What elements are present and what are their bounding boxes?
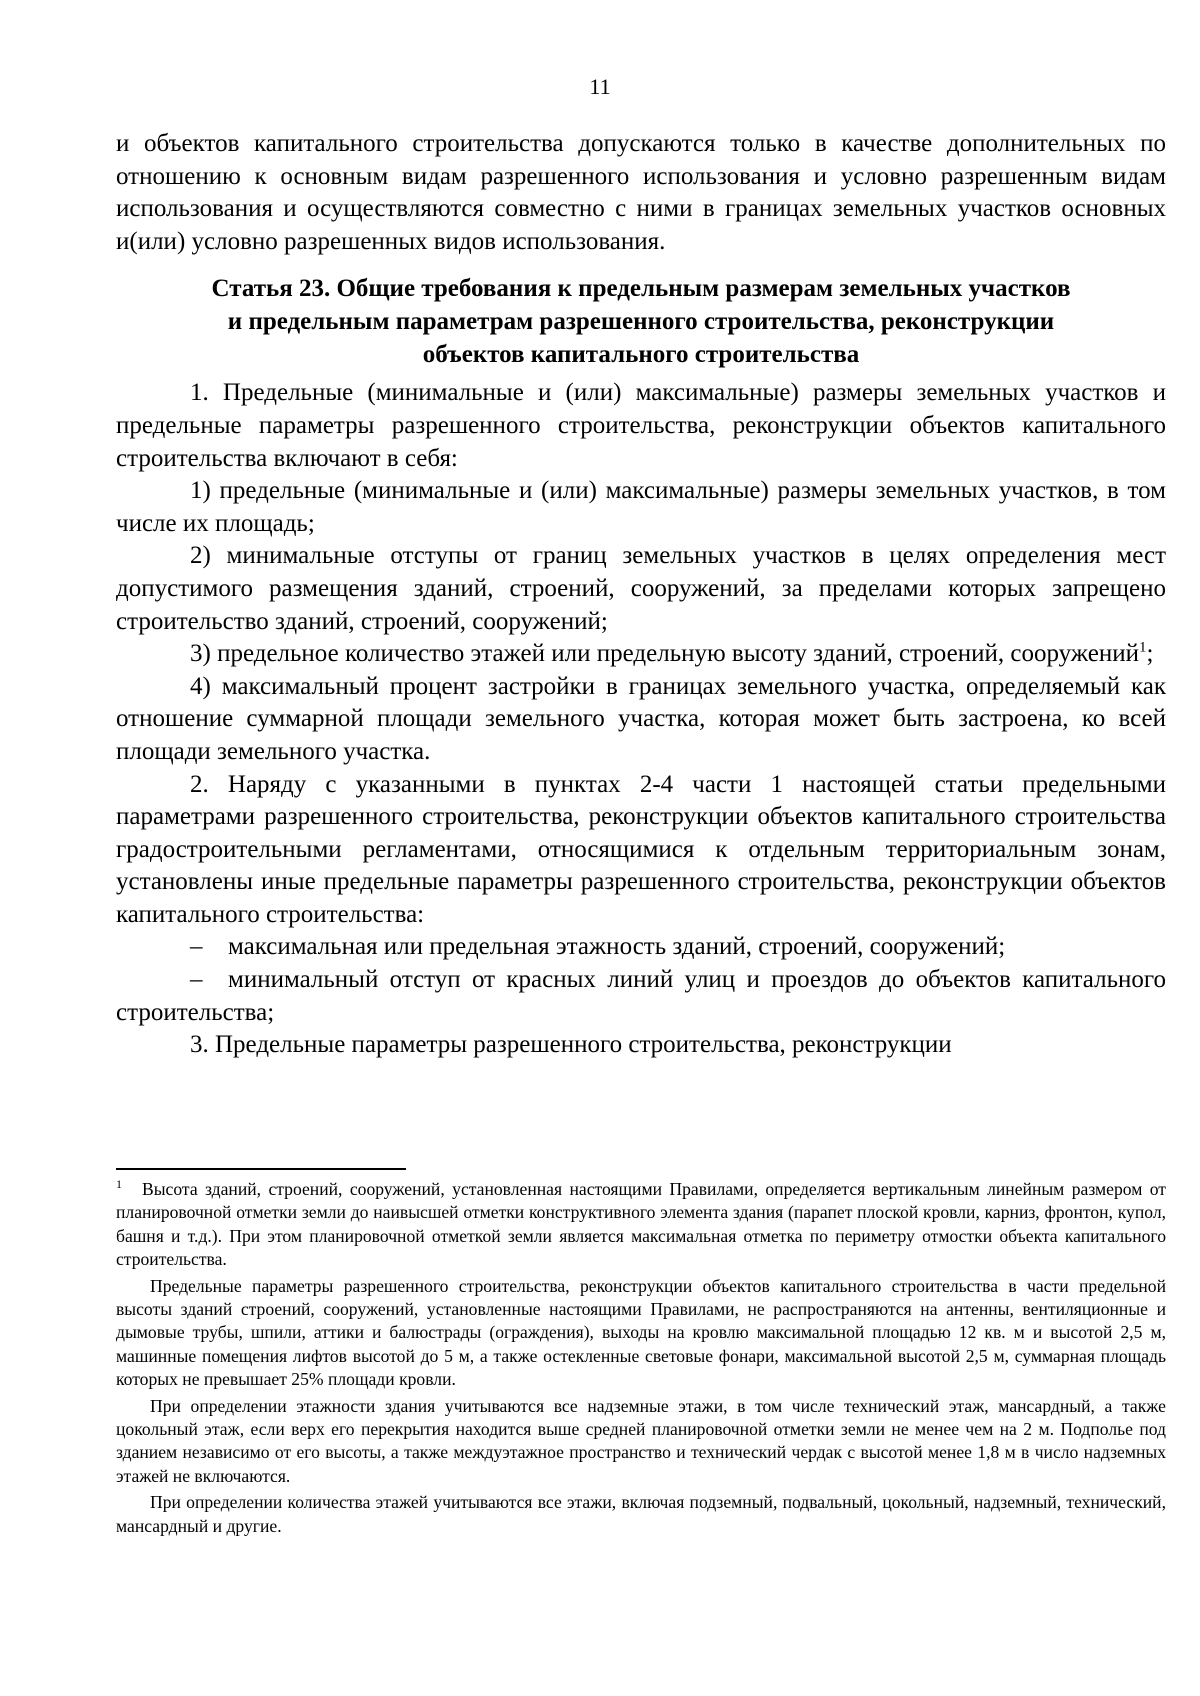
dash-item-1 — [116, 931, 1166, 964]
dash-item-2 — [116, 964, 1166, 1029]
page-number: 11 — [589, 74, 611, 99]
paragraph-2: 2. Наряду с указанными в пунктах 2-4 части 1 настоящей статьи предельными параметрами разрешенного строительства, реконструкции объектов капитального строительства градостроительными регламентами, относящимися к отдельным территориальным зонам, установлены иные предельные параметры разрешенного строительства, реконструкции объектов капитального строительства: — [116, 770, 1166, 928]
article-heading-line-3: объектов капитального строительства — [422, 341, 860, 369]
dash-marker: – — [190, 933, 203, 961]
dash-item-2-text: минимальный отступ от красных линий улиц и проездов до объектов капитального строительства; — [116, 966, 1166, 1026]
article-heading-line-2: и предельным параметрам разрешенного строительства, реконструкции — [227, 308, 1055, 336]
list-item-3 — [116, 638, 1166, 671]
list-item-3-text: 3) предельное количество этажей или предельную высоту зданий, строений, сооружений — [190, 640, 1139, 668]
footnote-1-text: Высота зданий, строений, сооружений, установленная настоящими Правилами, определяется вертикальным линейным размером от планировочной отметки земли до наивысшей отметки конструктивного элемента здания (парапет плоской кровли, карниз, фронтон, купол, башня и т.д.). При этом планировочной отметкой земли является максимальная отметка по периметру отмостки объекта капитального строительства. — [116, 1179, 1166, 1270]
article-heading — [116, 272, 1166, 371]
footnotes — [116, 1178, 1166, 1541]
article-heading-line-1: Статья 23. Общие требования к предельным размерам земельных участков — [211, 275, 1071, 303]
footnote-paragraph-3: При определении этажности здания учитываются все надземные этажи, в том числе технический этаж, мансардный, а также цокольный этаж, если верх его перекрытия находится выше средней планировочной отметки земли не менее чем на 2 м. Подполье под зданием независимо от его высоты, а также междуэтажное пространство и технический чердак с высотой менее 1,8 м в число надземных этажей не включаются. — [116, 1395, 1166, 1486]
footnote-1 — [116, 1178, 1166, 1272]
paragraph-3: 3. Предельные параметры разрешенного строительства, реконструкции — [190, 1031, 952, 1059]
paragraph-1: 1. Предельные (минимальные и (или) максимальные) размеры земельных участков и предельные параметры разрешенного строительства, реконструкции объектов капитального строительства включают в себя: — [116, 379, 1166, 472]
list-item-1: 1) предельные (минимальные и (или) максимальные) размеры земельных участков, в том числе их площадь; — [116, 477, 1166, 537]
dash-marker: – — [190, 966, 203, 994]
footnote-marker: 1 — [116, 1177, 122, 1192]
main-text — [116, 128, 1166, 1062]
footnote-paragraph-2: Предельные параметры разрешенного строительства, реконструкции объектов капитального строительства в части предельной высоты зданий строений, сооружений, установленные настоящими Правилами, не распространяются на антенны, вентиляционные и дымовые трубы, шпили, аттики и балюстрады (ограждения), выходы на кровлю максимальной площадью 12 кв. м и высотой 2,5 м, машинные помещения лифтов высотой до 5 м, а также остекленные световые фонари, максимальной высотой 2,5 м, суммарная площадь которых не превышает 25% площади кровли. — [116, 1275, 1166, 1390]
dash-item-1-text: максимальная или предельная этажность зданий, строений, сооружений; — [228, 933, 1006, 961]
list-item-2: 2) минимальные отступы от границ земельных участков в целях определения мест допустимого размещения зданий, строений, сооружений, за пределами которых запрещено строительство зданий, строений, сооружений; — [116, 542, 1166, 635]
intro-paragraph: и объектов капитального строительства допускаются только в качестве дополнительных по отношению к основным видам разрешенного использования и условно разрешенным видам использования и осуществляются совместно с ними в границах земельных участков основных и(или) условно разрешенных видов использования. — [116, 130, 1166, 255]
footnote-paragraph-4: При определении количества этажей учитываются все этажи, включая подземный, подвальный, цокольный, надземный, технический, мансардный и другие. — [116, 1492, 1166, 1536]
footnote-separator — [116, 1168, 406, 1170]
list-item-4: 4) максимальный процент застройки в границах земельного участка, определяемый как отношение суммарной площади земельного участка, которая может быть застроена, ко всей площади земельного участка. — [116, 672, 1166, 765]
list-item-3-end: ; — [1146, 640, 1154, 668]
footnote-reference: 1 — [1138, 639, 1147, 656]
